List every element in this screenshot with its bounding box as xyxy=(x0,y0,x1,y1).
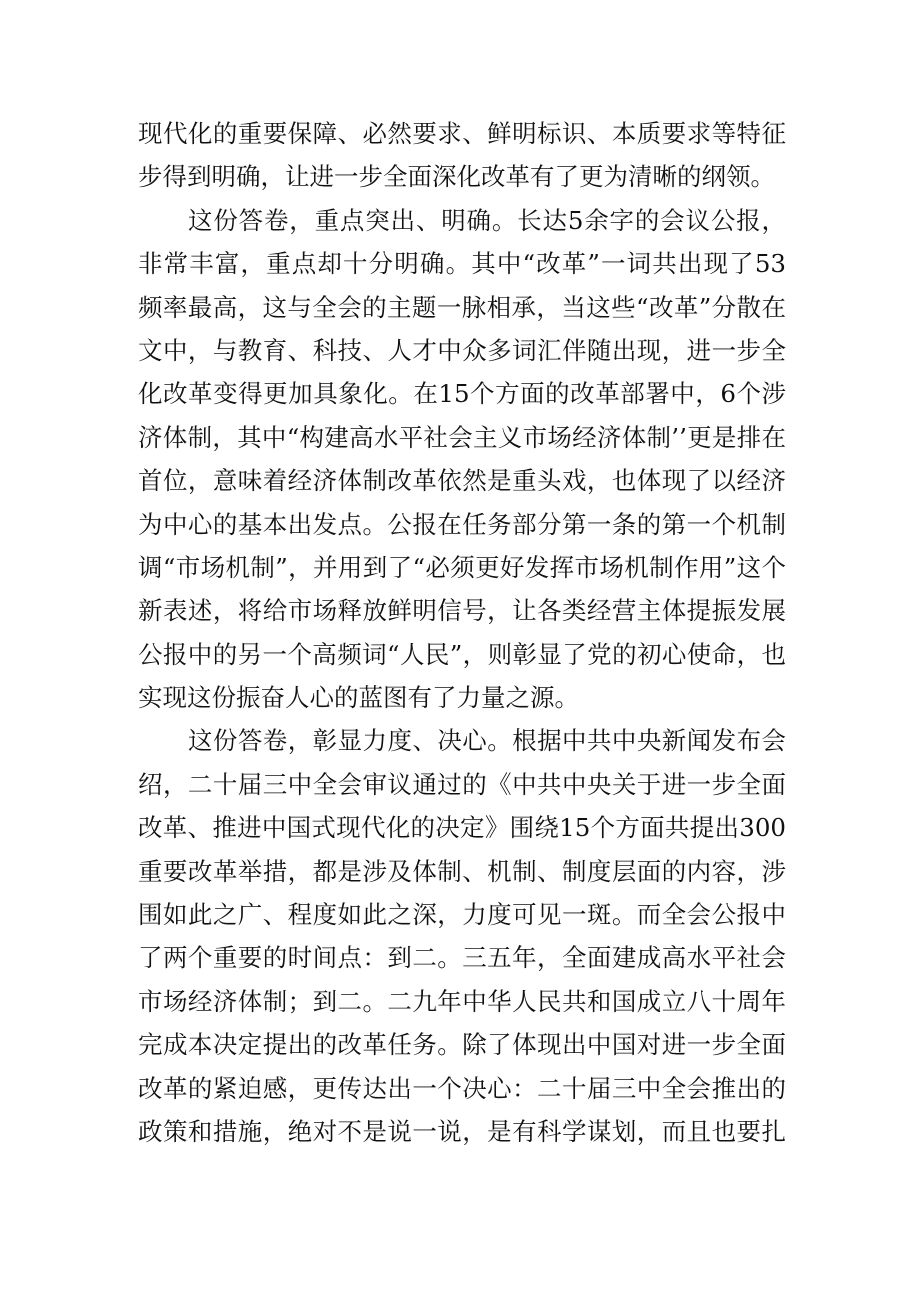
text-line: 政策和措施，绝对不是说一说，是有科学谋划，而且也要扎 xyxy=(138,1116,786,1146)
text-line: 完成本决定提出的改革任务。除了体现出中国对进一步全面 xyxy=(138,1030,786,1060)
text-line: 这份答卷，彰显力度、决心。根据中共中央新闻发布会 xyxy=(188,726,786,756)
text-line: 围如此之广、程度如此之深，力度可见一斑。而全会公报中 xyxy=(138,900,786,930)
text-line: 步得到明确，让进一步全面深化改革有了更为清晰的纲领。 xyxy=(138,162,775,192)
text-line: 现代化的重要保障、必然要求、鲜明标识、本质要求等特征 xyxy=(138,119,786,148)
text-line: 化改革变得更加具象化。在15个方面的改革部署中，6个涉 xyxy=(138,379,786,409)
text-line: 非常丰富，重点却十分明确。其中“改革”一词共出现了53 xyxy=(138,249,786,279)
text-line: 改革、推进中国式现代化的决定》围绕15个方面共提出300 xyxy=(138,813,786,843)
paragraph-1 xyxy=(138,112,786,199)
text-line: 调“市场机制”，并用到了“必须更好发挥市场机制作用”这个 xyxy=(138,552,786,582)
text-line: 重要改革举措，都是涉及体制、机制、制度层面的内容，涉 xyxy=(138,856,786,886)
text-line: 为中心的基本出发点。公报在任务部分第一条的第一个机制 xyxy=(138,509,786,539)
paragraph-2 xyxy=(138,199,786,720)
text-line: 文中，与教育、科技、人才中众多词汇伴随出现，进一步全 xyxy=(138,335,786,365)
text-line: 这份答卷，重点突出、明确。长达5余字的会议公报， xyxy=(188,205,786,235)
text-line: 改革的紧迫感，更传达出一个决心：二十届三中全会推出的 xyxy=(138,1073,786,1103)
text-line: 了两个重要的时间点：到二。三五年，全面建成高水平社会 xyxy=(138,943,786,973)
text-line: 公报中的另一个高频词“人民”，则彰显了党的初心使命，也 xyxy=(138,639,786,669)
text-line: 绍，二十届三中全会审议通过的《中共中央关于进一步全面 xyxy=(138,769,786,799)
text-line: 实现这份振奋人心的蓝图有了力量之源。 xyxy=(138,683,579,713)
text-line: 市场经济体制；到二。二九年中华人民共和国成立八十周年 xyxy=(138,986,786,1016)
paragraph-3 xyxy=(138,719,786,1153)
text-line: 首位，意味着经济体制改革依然是重头戏，也体现了以经济 xyxy=(138,466,786,496)
document-body xyxy=(138,112,786,1153)
text-line: 济体制，其中“构建高水平社会主义市场经济体制’’更是排在 xyxy=(138,422,786,452)
text-line: 新表述，将给市场释放鲜明信号，让各类经营主体提振发展 xyxy=(138,596,786,626)
text-line: 频率最高，这与全会的主题一脉相承，当这些“改革”分散在 xyxy=(138,292,786,322)
